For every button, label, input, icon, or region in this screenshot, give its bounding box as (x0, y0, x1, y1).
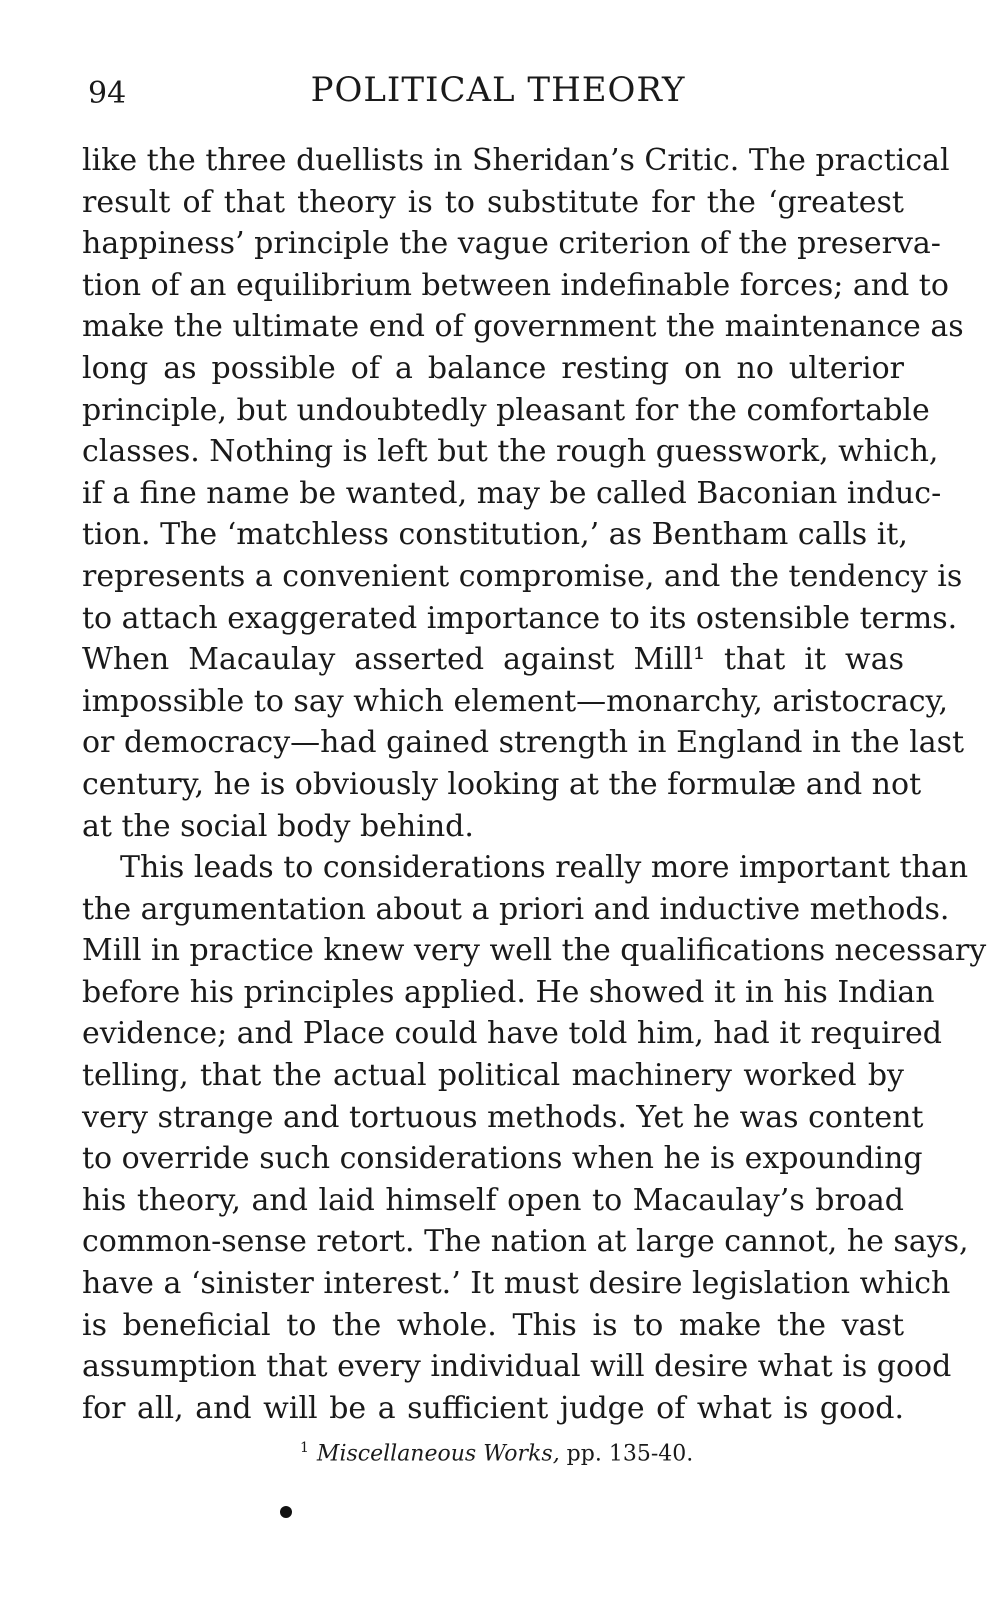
text-line: long as possible of a balance resting on no ulterior (82, 350, 904, 386)
body-text (82, 140, 987, 1429)
text-line: telling, that the actual political machinery worked by (82, 1058, 904, 1094)
text-line: at the social body behind. (82, 808, 474, 844)
paragraph-1 (82, 140, 965, 847)
footnote-marker: 1 (300, 1440, 309, 1456)
text-line: very strange and tortuous methods. Yet he was content (82, 1099, 924, 1135)
footnote-pages: pp. 135-40. (559, 1441, 694, 1467)
text-line: if a fine name be wanted, may be called Baconian induc- (82, 475, 942, 511)
text-line: happiness’ principle the vague criterion of the preserva- (82, 226, 941, 262)
printer-dot-mark (280, 1506, 292, 1518)
text-line: represents a convenient compromise, and the tendency is (82, 558, 963, 594)
text-line: evidence; and Place could have told him, had it required (82, 1016, 942, 1052)
text-line: This leads to considerations really more important than (120, 850, 969, 886)
text-line: result of that theory is to substitute for the ‘greatest (82, 184, 904, 220)
text-line: or democracy—had gained strength in England in the last (82, 725, 965, 761)
text-line: tion of an equilibrium between indefinable forces; and to (82, 267, 949, 303)
text-line: classes. Nothing is left but the rough guesswork, which, (82, 434, 939, 470)
paragraph-2 (82, 847, 987, 1429)
footnote-title: Miscellaneous Works, (316, 1441, 560, 1467)
text-line: to override such considerations when he is expounding (82, 1141, 923, 1177)
text-line: before his principles applied. He showed it in his Indian (82, 974, 935, 1010)
text-line: assumption that every individual will desire what is good (82, 1349, 952, 1385)
text-line: tion. The ‘matchless constitution,’ as Bentham calls it, (82, 517, 908, 553)
text-line: century, he is obviously looking at the formulæ and not (82, 766, 922, 802)
footnote (300, 1440, 693, 1466)
text-line: When Macaulay asserted against Mill¹ that it was (82, 642, 904, 678)
text-line: the argumentation about a priori and inductive methods. (82, 891, 950, 927)
text-line: common-sense retort. The nation at large cannot, he says, (82, 1224, 969, 1260)
text-line: for all, and will be a sufficient judge of what is good. (82, 1390, 904, 1426)
page-header (88, 70, 908, 120)
text-line: make the ultimate end of government the maintenance as (82, 309, 964, 345)
text-line: is beneficial to the whole. This is to make the vast (82, 1307, 904, 1343)
text-line: impossible to say which element—monarchy, aristocracy, (82, 683, 949, 719)
running-head: POLITICAL THEORY (310, 70, 686, 110)
text-line: like the three duellists in Sheridan’s Critic. The practical (82, 143, 950, 178)
text-line: have a ‘sinister interest.’ It must desire legislation which (82, 1266, 951, 1302)
text-line: principle, but undoubtedly pleasant for the comfortable (82, 392, 930, 428)
text-line: Mill in practice knew very well the qualifications necessary (82, 933, 987, 969)
text-line: his theory, and laid himself open to Macaulay’s broad (82, 1182, 904, 1218)
text-line: to attach exaggerated importance to its ostensible terms. (82, 600, 958, 636)
page-number: 94 (88, 76, 127, 111)
